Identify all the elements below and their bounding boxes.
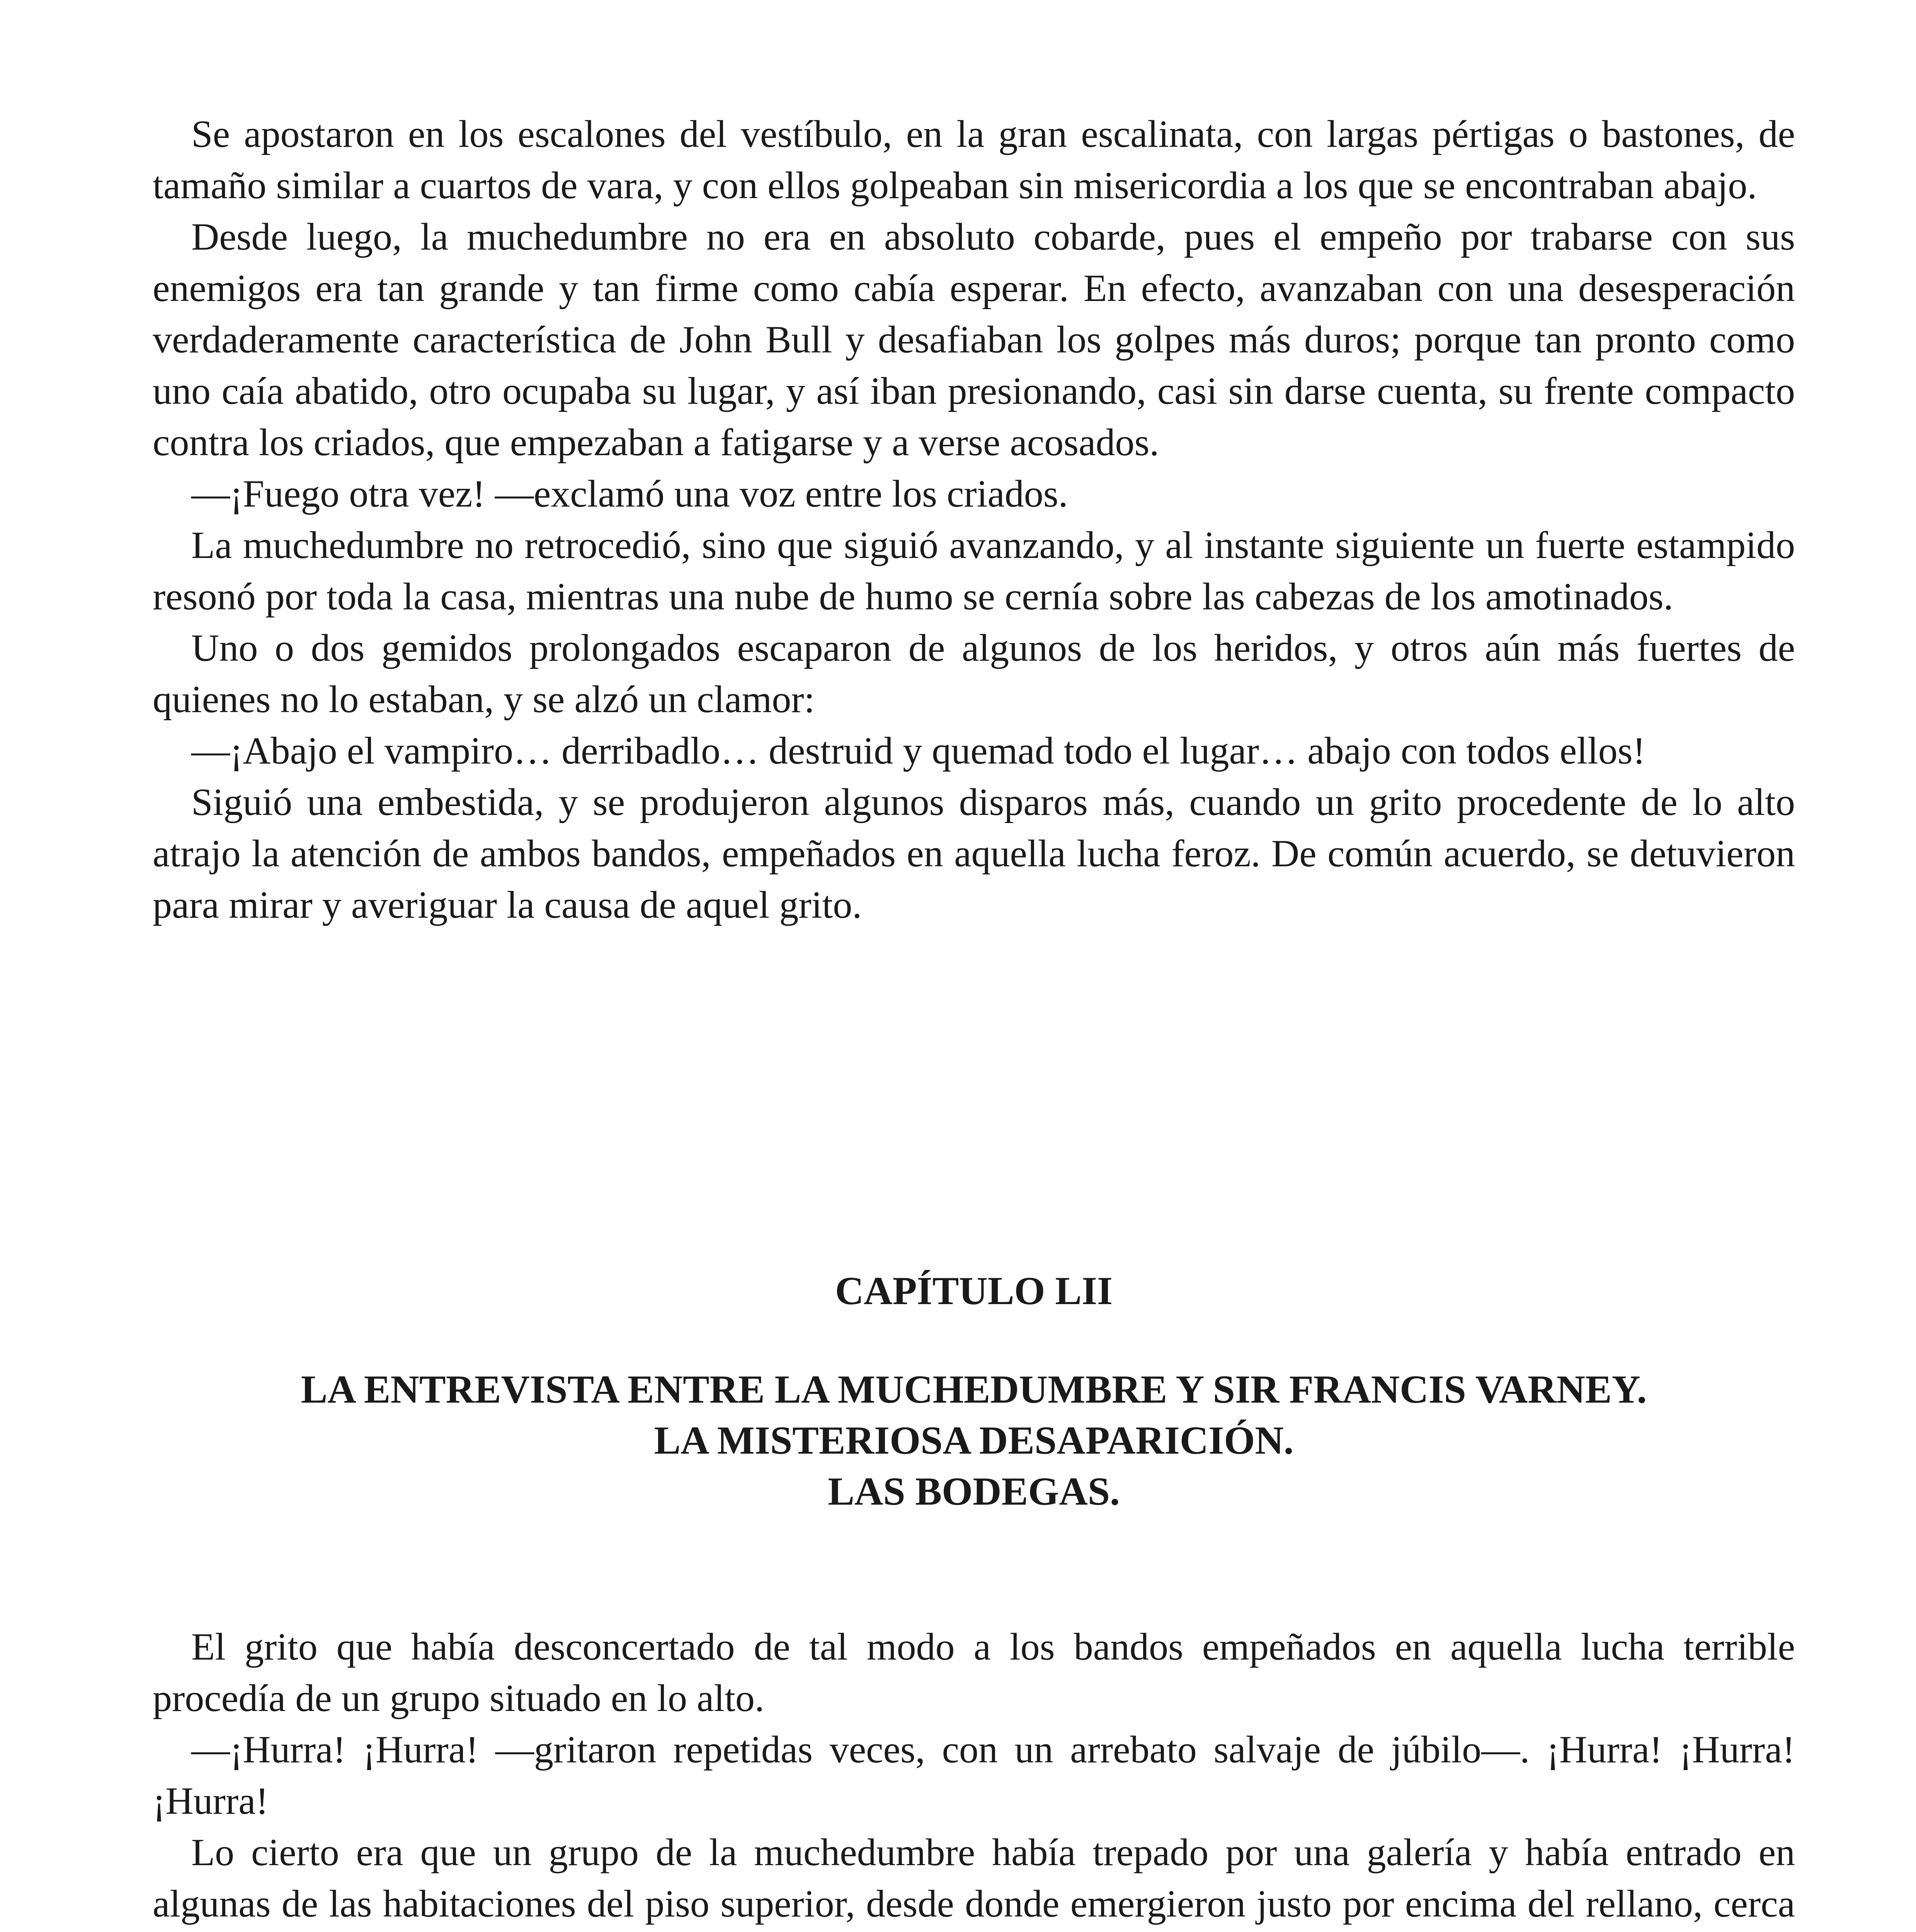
paragraph: —¡Abajo el vampiro… derribadlo… destruid y quemad todo el lugar… abajo con todos ellos! bbox=[191, 729, 1645, 772]
paragraph: —¡Hurra! ¡Hurra! —gritaron repetidas veces, con un arrebato salvaje de júbilo—. ¡Hurra! ¡Hurra! ¡Hurra! bbox=[153, 1728, 1795, 1822]
chapter-number-text: CAPÍTULO LII bbox=[835, 1269, 1113, 1313]
paragraph: Se apostaron en los escalones del vestíbulo, en la gran escalinata, con largas pértigas o bastones, de tamaño similar a cuartos de vara, y con ellos golpeaban sin misericordia a los que se encontraban abajo. bbox=[153, 112, 1795, 207]
paragraph: Desde luego, la muchedumbre no era en absoluto cobarde, pues el empeño por trabarse con sus enemigos era tan grande y tan firme como cabía esperar. En efecto, avanzaban con una desesperación verdaderamente característica de John Bull y desafiaban los golpes más duros; porque tan pronto como uno caía abatido, otro ocupaba su lugar, y así iban presionando, casi sin darse cuenta, su frente compacto contra los criados, que empezaban a fatigarse y a verse acosados. bbox=[153, 215, 1795, 464]
chapter-subtitle-line: LA MISTERIOSA DESAPARICIÓN. bbox=[654, 1418, 1294, 1463]
paragraph: El grito que había desconcertado de tal modo a los bandos empeñados en aquella lucha terrible procedía de un grupo situado en lo alto. bbox=[153, 1625, 1795, 1719]
body-text-top bbox=[153, 108, 1795, 930]
chapter-subtitle-line: LAS BODEGAS. bbox=[828, 1469, 1120, 1514]
chapter-subtitle bbox=[153, 1364, 1795, 1517]
chapter-subtitle-line: LA ENTREVISTA ENTRE LA MUCHEDUMBRE Y SIR FRANCIS VARNEY. bbox=[301, 1367, 1647, 1412]
body-text-bottom bbox=[153, 1621, 1795, 1932]
chapter-number bbox=[153, 1265, 1795, 1316]
paragraph: —¡Fuego otra vez! —exclamó una voz entre los criados. bbox=[191, 472, 1068, 515]
paragraph: Lo cierto era que un grupo de la muchedumbre había trepado por una galería y había entrado en algunas de las habitaciones del piso superior, desde donde emergieron justo por encima del rellano, cerca bbox=[153, 1831, 1795, 1925]
paragraph: Uno o dos gemidos prolongados escaparon de algunos de los heridos, y otros aún más fuertes de quienes no lo estaban, y se alzó un clamor: bbox=[153, 626, 1795, 721]
paragraph: Siguió una embestida, y se produjeron algunos disparos más, cuando un grito procedente de lo alto atrajo la atención de ambos bandos, empeñados en aquella lucha feroz. De común acuerdo, se detuvieron para mirar y averiguar la causa de aquel grito. bbox=[153, 781, 1795, 926]
paragraph: La muchedumbre no retrocedió, sino que siguió avanzando, y al instante siguiente un fuerte estampido resonó por toda la casa, mientras una nube de humo se cernía sobre las cabezas de los amotinados. bbox=[153, 524, 1795, 618]
